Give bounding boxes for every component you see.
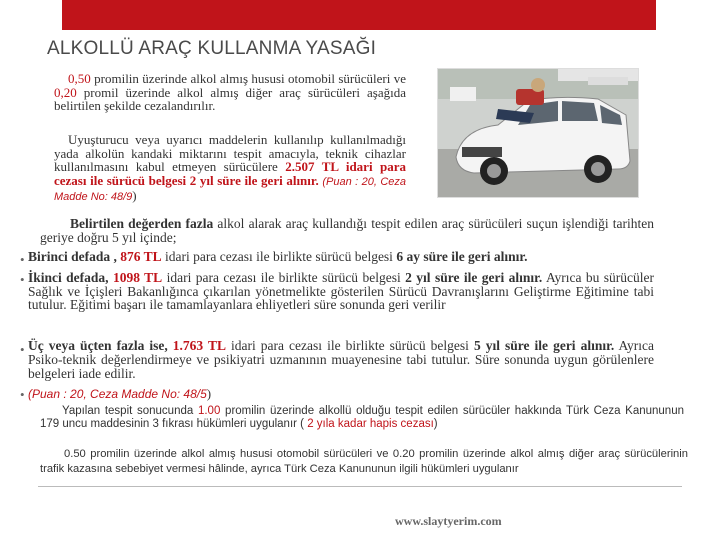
second-offense-penalty: 2 yıl süre ile geri alınır. xyxy=(405,270,543,285)
car-limit-value: 0,50 xyxy=(68,71,91,86)
second-offense-text: idari para cezası ile birlikte sürücü belgesi xyxy=(166,270,401,285)
bullet-3: • xyxy=(20,342,25,357)
note1-prison: 2 yıla kadar hapis cezası xyxy=(307,418,434,430)
police-car-photo xyxy=(437,68,639,198)
drug-test-penalty: 2.507 TL idari para cezası ile sürücü belgesi 2 yıl süre ile geri alınır. xyxy=(54,159,407,188)
list-item-second-offense xyxy=(28,271,654,312)
list-item-third-offense xyxy=(28,339,654,381)
list-item-reference xyxy=(28,387,428,402)
third-offense-amount: 1.763 TL xyxy=(172,338,226,353)
penalty-reference-1: (Puan : 20, Ceza Madde No: 48/9 xyxy=(54,175,407,203)
top-red-bar xyxy=(62,0,656,30)
divider xyxy=(38,486,682,487)
first-offense-label: Birinci defada , xyxy=(28,249,117,264)
first-offense-text: idari para cezası ile birlikte sürücü belgesi xyxy=(165,249,393,264)
note-paragraph-2 xyxy=(40,447,688,476)
penalty-reference-2: (Puan : 20, Ceza Madde No: 48/5 xyxy=(28,387,207,401)
lead-text: alkol alarak araç kullandığı tespit edilen araç sürücüleri suçun işlendiği tarihten geriye doğru 5 yıl içinde; xyxy=(40,216,655,245)
note1-limit: 1.00 xyxy=(197,405,221,417)
intro-paragraph-2 xyxy=(54,133,406,205)
drug-test-text: Uyuşturucu veya uyarıcı maddelerin kullanılıp kullanılmadığı yada alkolün kandaki miktarını tespit amacıyla, teknik cihazlar kullanılmasını kabul etmeyen sürücülere xyxy=(54,132,406,174)
note2-text: 0.50 promilin üzerinde alkol almış hususi otomobil sürücüleri ve 0.20 promilin üzerinde alkol almış diğer araç sürücülerinin trafik kazasına sebebiyet vermesi hâlinde, ayrıca Türk Ceza Kanununun ilgili hükümleri uygulanır xyxy=(40,448,688,475)
note1-text-1: Yapılan tespit sonucunda xyxy=(62,405,194,417)
bullet-4: • xyxy=(20,387,25,402)
intro-text-2: promil üzerinde alkol almış diğer araç sürücüleri aşağıda belirtilen şekilde cezalandırılır. xyxy=(54,84,406,113)
note1-text-2: promilin üzerinde alkollü olduğu tespit edilen sürücüler hakkında Türk Ceza Kanununun 179 uncu maddesinin 3 fıkrası hükümleri uygulanır ( xyxy=(40,405,684,430)
car-illustration xyxy=(438,69,638,197)
intro-paragraph-1 xyxy=(54,72,406,113)
note1-close: ) xyxy=(433,418,438,430)
second-offense-amount: 1098 TL xyxy=(112,270,163,285)
footer-watermark: www.slaytyerim.com xyxy=(395,514,502,528)
other-limit-value: 0,20 xyxy=(54,84,77,100)
first-offense-amount: 876 TL xyxy=(120,249,162,264)
note-paragraph-1 xyxy=(40,405,684,431)
list-item-first-offense xyxy=(28,250,658,264)
lead-paragraph xyxy=(40,217,654,244)
page-title: ALKOLLÜ ARAÇ KULLANMA YASAĞI xyxy=(47,38,377,59)
third-offense-text: idari para cezası ile birlikte sürücü belgesi xyxy=(231,338,469,353)
ref-close-2: ) xyxy=(206,386,212,401)
third-offense-penalty: 5 yıl süre ile geri alınır. xyxy=(473,338,615,353)
third-offense-label: Üç veya üçten fazla ise, xyxy=(28,338,168,353)
bullet-1: • xyxy=(20,252,25,267)
intro-text-1: promilin üzerinde alkol almış hususi otomobil sürücüleri ve xyxy=(94,71,406,86)
first-offense-penalty: 6 ay süre ile geri alınır. xyxy=(396,249,528,264)
lead-bold: Belirtilen değerden fazla xyxy=(70,216,214,231)
bullet-2: • xyxy=(20,272,25,287)
second-offense-rest: Ayrıca bu sürücüler Sağlık ve İçişleri Bakanlığınca çıkarılan yönetmelikte gösterilen Sürücü Davranışlarını Geliştirme Eğitimine tabi tutulur. Eğitimi başarı ile tamamlayanlara ehliyetleri süre sonunda geri verilir xyxy=(28,270,655,313)
third-offense-rest: Ayrıca Psiko-teknik değerlendirmeye ve psikiyatri uzmanının muayenesine tabi tutulur. Süre sonunda uygun görülenlere belgeleri iade edilir. xyxy=(28,338,655,381)
second-offense-label: İkinci defada, xyxy=(28,270,109,285)
ref-close-1: ) xyxy=(132,188,137,203)
